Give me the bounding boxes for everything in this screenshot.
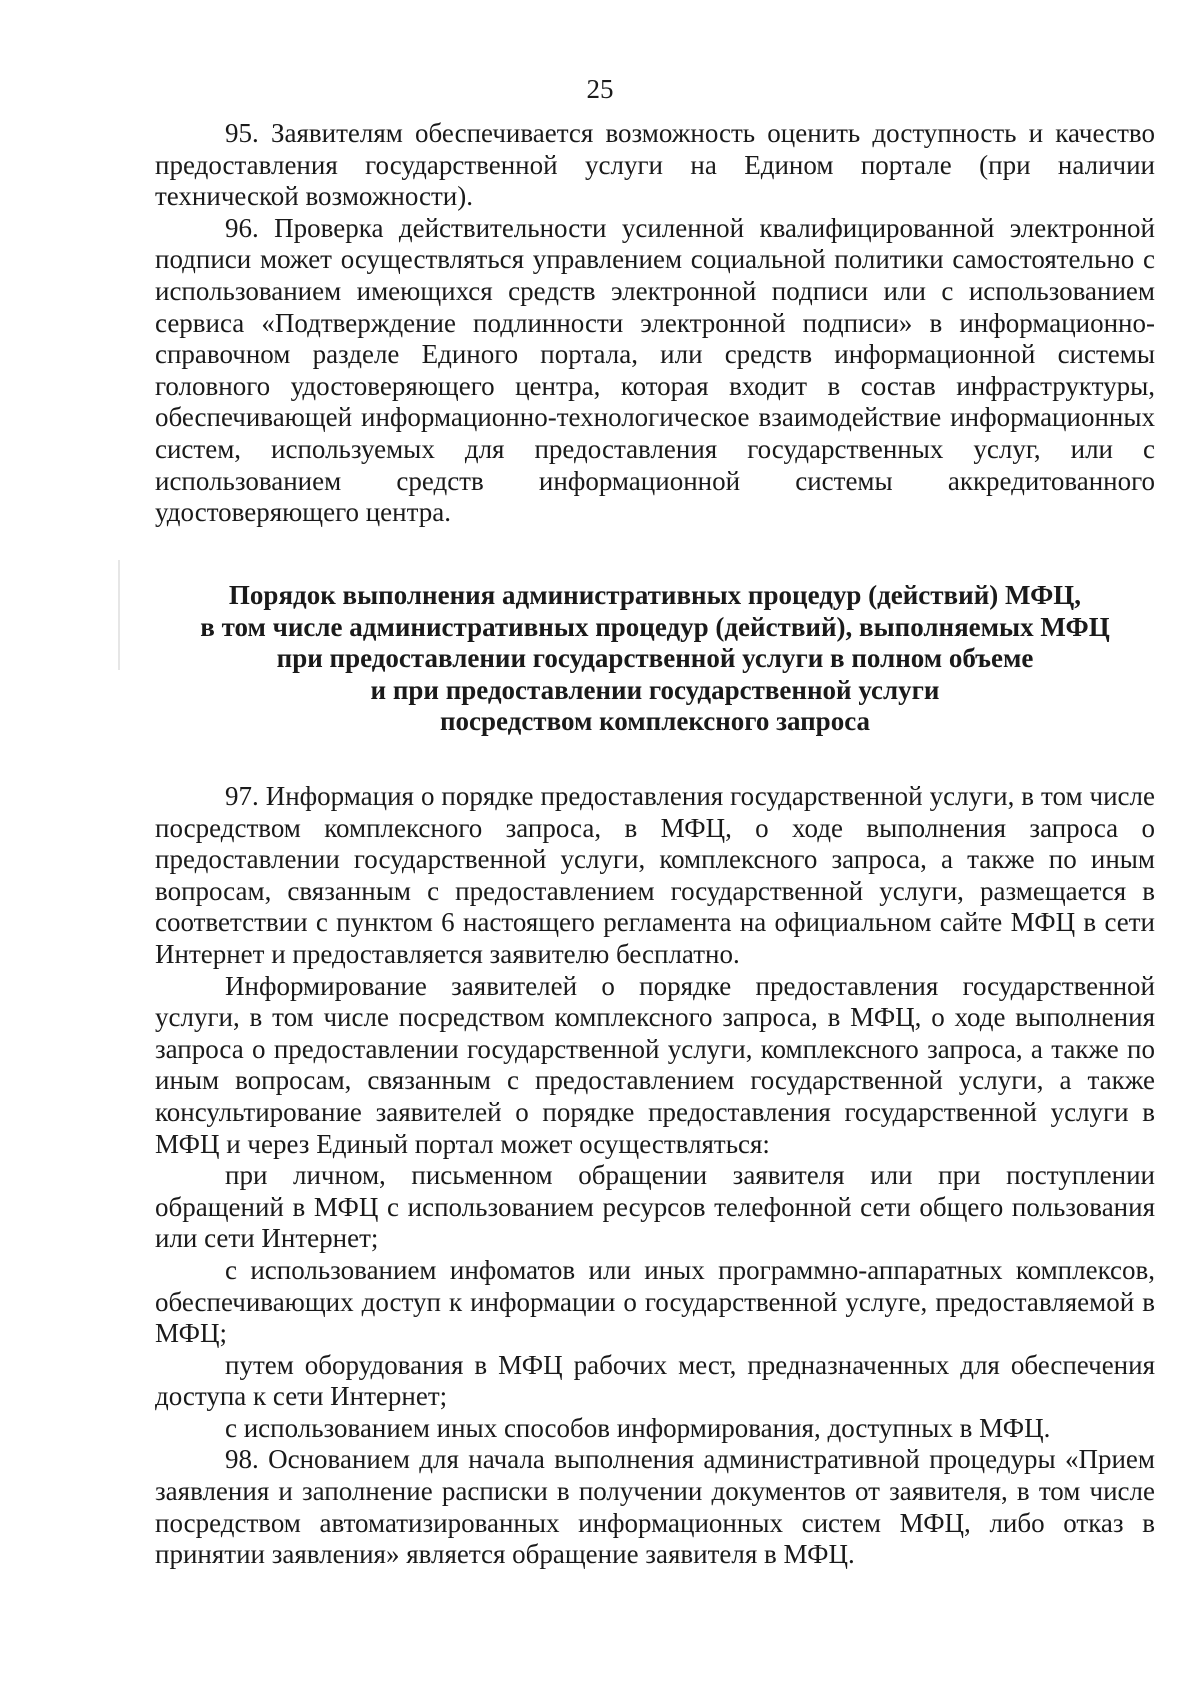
heading-line: при предоставлении государственной услуги в полном объеме xyxy=(276,643,1034,674)
list-item-workplaces: путем оборудования в МФЦ рабочих мест, предназначенных для обеспечения доступа к сети Интернет; xyxy=(155,1349,1155,1412)
paragraph-97: 97. Информация о порядке предоставления государственной услуги, в том числе посредством комплексного запроса, в МФЦ, о ходе выполнения запроса о предоставлении государственной услуги, комплексного запроса, а также по иным вопросам, связанным с предоставлением государственной услуги, размещается в соответствии с пунктом 6 настоящего регламента на официальном сайте МФЦ в сети Интернет и предоставляется заявителю бесплатно. xyxy=(155,781,1155,969)
paragraphs-bottom xyxy=(155,781,1155,1571)
paragraph-informing: Информирование заявителей о порядке предоставления государственной услуги, в том числе посредством комплексного запроса, в МФЦ, о ходе выполнения запроса о предоставлении государственной услуги, комплексного запроса, а также по иным вопросам, связанным с предоставлением государственной услуги, а также консультирование заявителей о порядке предоставления государственной услуги в МФЦ и через Единый портал может осуществляться: xyxy=(155,970,1155,1159)
paragraphs-top xyxy=(155,118,1155,529)
paragraph-95: 95. Заявителям обеспечивается возможность оценить доступность и качество предоставления государственной услуги на Едином портале (при наличии технической возможности). xyxy=(155,118,1155,212)
heading-line: посредством комплексного запроса xyxy=(439,706,871,737)
paragraph-98: 98. Основанием для начала выполнения административной процедуры «Прием заявления и заполнение расписки в получении документов от заявителя, в том числе посредством автоматизированных информационных систем МФЦ, либо отказ в принятии заявления» является обращение заявителя в МФЦ. xyxy=(155,1444,1155,1570)
list-item-personal-appeal: при личном, письменном обращении заявителя или при поступлении обращений в МФЦ с использованием ресурсов телефонной сети общего пользования или сети Интернет; xyxy=(155,1160,1155,1254)
heading-line: Порядок выполнения административных процедур (действий) МФЦ, xyxy=(228,580,1082,610)
section-heading xyxy=(155,580,1155,738)
scan-margin-mark xyxy=(118,560,120,670)
page-number: 25 xyxy=(586,74,614,104)
list-item-other-methods: с использованием иных способов информирования, доступных в МФЦ. xyxy=(225,1412,1051,1443)
heading-line: и при предоставлении государственной услуги xyxy=(370,674,940,705)
heading-line: в том числе административных процедур (действий), выполняемых МФЦ xyxy=(200,611,1110,642)
list-item-infomats: с использованием инфоматов или иных программно-аппаратных комплексов, обеспечивающих доступ к информации о государственной услуге, предоставляемой в МФЦ; xyxy=(155,1254,1155,1349)
paragraph-96: 96. Проверка действительности усиленной квалифицированной электронной подписи может осуществляться управлением социальной политики самостоятельно с использованием имеющихся средств электронной подписи или с использованием сервиса «Подтверждение подлинности электронной подписи» в информационно-справочном разделе Единого портала, или средств информационной системы головного удостоверяющего центра, которая входит в состав инфраструктуры, обеспечивающей информационно-технологическое взаимодействие информационных систем, используемых для предоставления государственных услуг, или с использованием средств информационной системы аккредитованного удостоверяющего центра. xyxy=(155,212,1155,528)
